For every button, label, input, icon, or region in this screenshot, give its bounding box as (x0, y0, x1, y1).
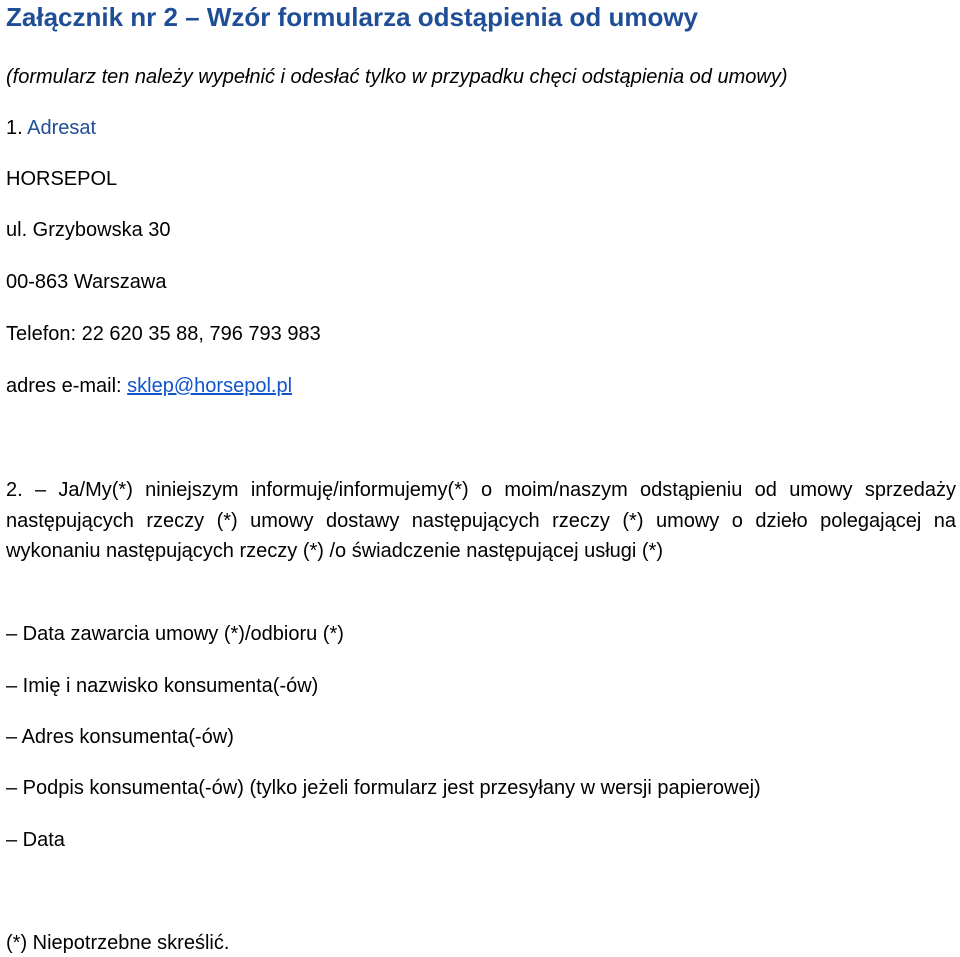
withdrawal-statement: 2. – Ja/My(*) niniejszym informuję/informujemy(*) o moim/naszym odstąpieniu od umowy sprzedaży następujących rzeczy (*) umowy dostawy następujących rzeczy (*) umowy o dzieło polegającej na wykonaniu następujących rzeczy (*) /o świadczenie następującej usługi (*) (6, 479, 956, 562)
email-link[interactable]: sklep@horsepol.pl (127, 375, 293, 397)
document-subtitle: (formularz ten należy wypełnić i odesłać tylko w przypadku chęci odstąpienia od umowy) (6, 66, 788, 88)
section-1-number: 1. (6, 117, 23, 139)
address-street: ul. Grzybowska 30 (6, 219, 171, 241)
email-label: adres e-mail: (6, 375, 122, 397)
field-contract-date: – Data zawarcia umowy (*)/odbioru (*) (6, 623, 344, 645)
section-1-heading (6, 114, 96, 142)
document-title: Załącznik nr 2 – Wzór formularza odstąpienia od umowy (6, 2, 699, 32)
field-consumer-name: – Imię i nazwisko konsumenta(-ów) (6, 675, 319, 697)
field-consumer-address: – Adres konsumenta(-ów) (6, 726, 234, 748)
address-company: HORSEPOL (6, 168, 118, 190)
field-date: – Data (6, 829, 65, 851)
address-city: 00-863 Warszawa (6, 271, 167, 293)
address-phone: Telefon: 22 620 35 88, 796 793 983 (6, 323, 321, 345)
section-1-title: Adresat (27, 117, 97, 139)
footnote: (*) Niepotrzebne skreślić. (6, 932, 230, 954)
address-email-row (6, 372, 292, 400)
field-consumer-signature: – Podpis konsumenta(-ów) (tylko jeżeli formularz jest przesyłany w wersji papierowej) (6, 777, 761, 799)
